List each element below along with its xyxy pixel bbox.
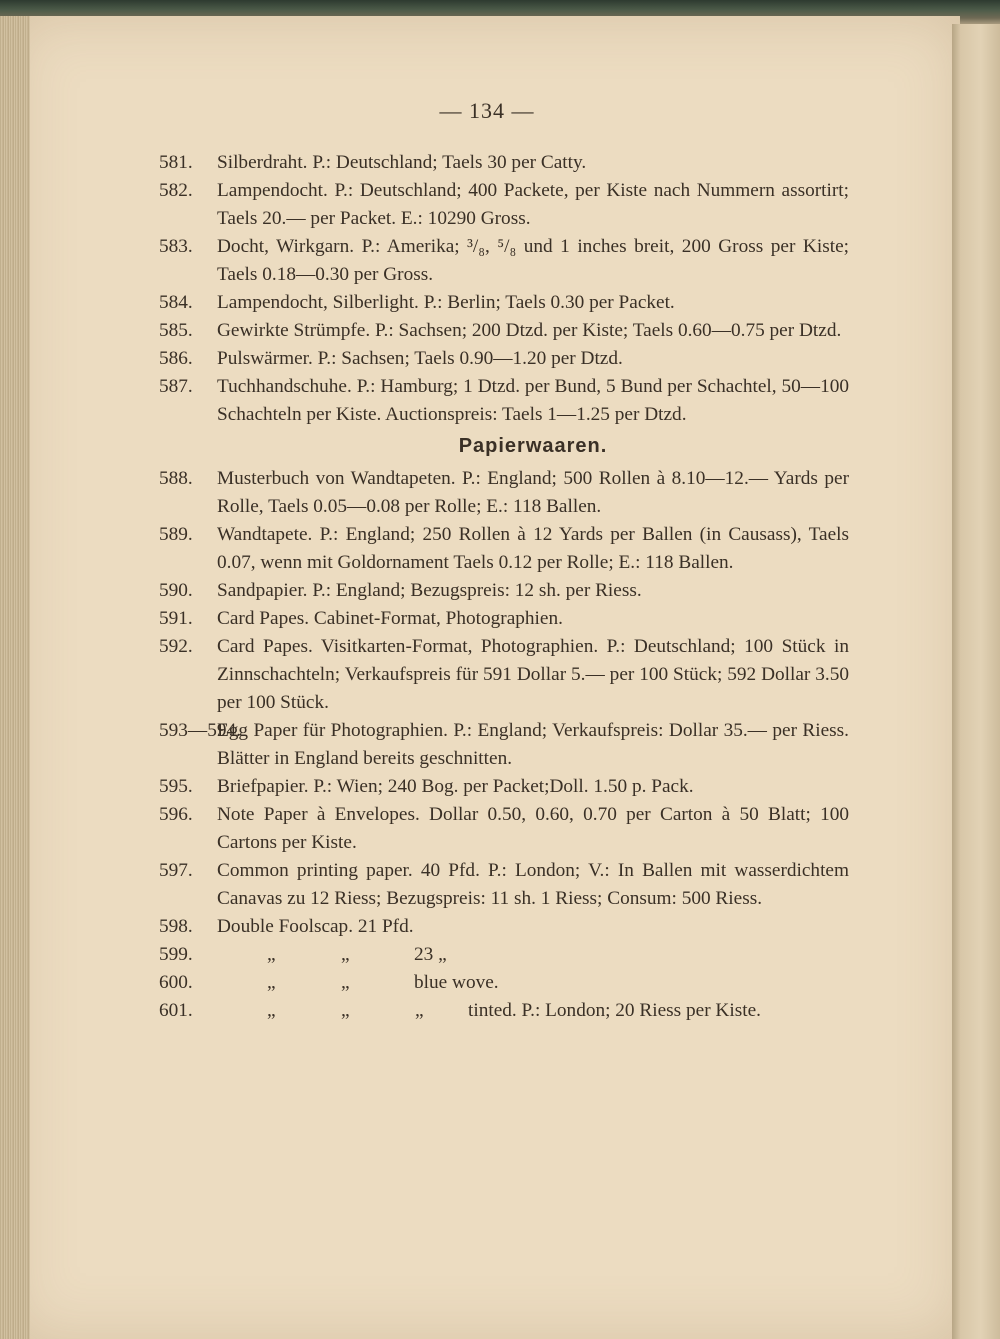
page-body	[159, 149, 849, 1025]
catalog-entry	[159, 149, 849, 177]
ditto-mark: „	[415, 1000, 424, 1021]
catalog-entry	[159, 801, 849, 857]
entry-number: 593—594.	[159, 720, 241, 741]
catalog-entry	[159, 773, 849, 801]
entry-number: 590.	[159, 580, 193, 601]
entry-number: 589.	[159, 524, 193, 545]
entry-number: 582.	[159, 180, 193, 201]
entry-number: 586.	[159, 348, 193, 369]
entry-text: Egg Paper für Photographien. P.: England; Verkaufspreis: Dollar 35.— per Riess. Blätter in England bereits geschnitten.	[217, 720, 849, 769]
entry-list-top	[159, 149, 849, 429]
entry-text: Briefpapier. P.: Wien; 240 Bog. per Packet;Doll. 1.50 p. Pack.	[217, 776, 694, 797]
entry-number: 587.	[159, 376, 193, 397]
catalog-entry	[159, 633, 849, 717]
catalog-entry	[159, 289, 849, 317]
entry-text: Docht, Wirkgarn. P.: Amerika; ³/₈, ⁵/₈ und 1 inches breit, 200 Gross per Kiste; Taels 0.18—0.30 per Gross.	[217, 236, 849, 285]
entry-number: 597.	[159, 860, 193, 881]
catalog-entry	[159, 521, 849, 577]
entry-text: Gewirkte Strümpfe. P.: Sachsen; 200 Dtzd. per Kiste; Taels 0.60—0.75 per Dtzd.	[217, 320, 842, 341]
catalog-entry	[159, 941, 849, 969]
ditto-mark: „	[341, 972, 350, 993]
catalog-entry	[159, 177, 849, 233]
entry-text: Note Paper à Envelopes. Dollar 0.50, 0.60, 0.70 per Carton à 50 Blatt; 100 Cartons per Kiste.	[217, 804, 849, 853]
entry-text: tinted. P.: London; 20 Riess per Kiste.	[468, 1000, 761, 1021]
entry-number: 592.	[159, 636, 193, 657]
catalog-entry	[159, 577, 849, 605]
catalog-entry	[159, 233, 849, 289]
entry-number: 588.	[159, 468, 193, 489]
entry-number: 598.	[159, 916, 193, 937]
entry-text: blue wove.	[414, 972, 499, 993]
entry-text: Lampendocht, Silberlight. P.: Berlin; Taels 0.30 per Packet.	[217, 292, 675, 313]
entry-number: 585.	[159, 320, 193, 341]
page-number: — 134 —	[439, 98, 535, 123]
entry-number: 583.	[159, 236, 193, 257]
catalog-entry	[159, 373, 849, 429]
catalog-entry	[159, 857, 849, 913]
entry-number: 581.	[159, 152, 193, 173]
catalog-entry	[159, 913, 849, 941]
entry-text: Sandpapier. P.: England; Bezugspreis: 12 sh. per Riess.	[217, 580, 642, 601]
catalog-entry	[159, 317, 849, 345]
entry-list-bottom	[159, 465, 849, 941]
entry-text: Card Papes. Visitkarten-Format, Photographien. P.: Deutschland; 100 Stück in Zinnschachteln; Verkaufspreis für 591 Dollar 5.— per 100 Stück; 592 Dollar 3.50 per 100 Stück.	[217, 636, 849, 713]
entry-number: 595.	[159, 776, 193, 797]
catalog-entry	[159, 969, 849, 997]
entry-number: 601.	[159, 1000, 193, 1021]
catalog-entry	[159, 465, 849, 521]
catalog-entry	[159, 605, 849, 633]
ditto-mark: „	[341, 1000, 350, 1021]
ditto-mark: „	[267, 944, 276, 965]
entry-text: Silberdraht. P.: Deutschland; Taels 30 per Catty.	[217, 152, 587, 173]
entry-number: 600.	[159, 972, 193, 993]
entry-text: Tuchhandschuhe. P.: Hamburg; 1 Dtzd. per Bund, 5 Bund per Schachtel, 50—100 Schachteln per Kiste. Auctionspreis: Taels 1—1.25 per Dtzd.	[217, 376, 849, 425]
book-spine	[0, 16, 30, 1339]
section-heading: Papierwaaren.	[458, 435, 608, 457]
ditto-mark: „	[341, 944, 350, 965]
entry-number: 596.	[159, 804, 193, 825]
ditto-entry-list	[159, 941, 849, 1025]
entry-number: 591.	[159, 608, 193, 629]
entry-text: Double Foolscap. 21 Pfd.	[217, 916, 414, 937]
facing-page-edge	[952, 24, 1000, 1339]
book-page	[14, 16, 960, 1339]
entry-number: 599.	[159, 944, 193, 965]
entry-text: Lampendocht. P.: Deutschland; 400 Packete, per Kiste nach Nummern assortirt; Taels 20.— per Packet. E.: 10290 Gross.	[217, 180, 849, 229]
catalog-entry	[159, 345, 849, 373]
entry-text: Card Papes. Cabinet-Format, Photographien.	[217, 608, 563, 629]
ditto-mark: „	[267, 1000, 276, 1021]
catalog-entry	[159, 997, 849, 1025]
entry-number: 584.	[159, 292, 193, 313]
entry-text: Wandtapete. P.: England; 250 Rollen à 12 Yards per Ballen (in Causass), Taels 0.07, wenn mit Goldornament Taels 0.12 per Rolle; E.: 118 Ballen.	[217, 524, 849, 573]
entry-text: Common printing paper. 40 Pfd. P.: London; V.: In Ballen mit wasserdichtem Canavas zu 12 Riess; Bezugspreis: 11 sh. 1 Riess; Consum: 500 Riess.	[217, 860, 849, 909]
entry-text: Musterbuch von Wandtapeten. P.: England; 500 Rollen à 8.10—12.— Yards per Rolle, Taels 0.05—0.08 per Rolle; E.: 118 Ballen.	[217, 468, 849, 517]
entry-text: Pulswärmer. P.: Sachsen; Taels 0.90—1.20 per Dtzd.	[217, 348, 623, 369]
catalog-entry	[159, 717, 849, 773]
ditto-mark: „	[267, 972, 276, 993]
entry-text: 23 „	[414, 944, 447, 965]
